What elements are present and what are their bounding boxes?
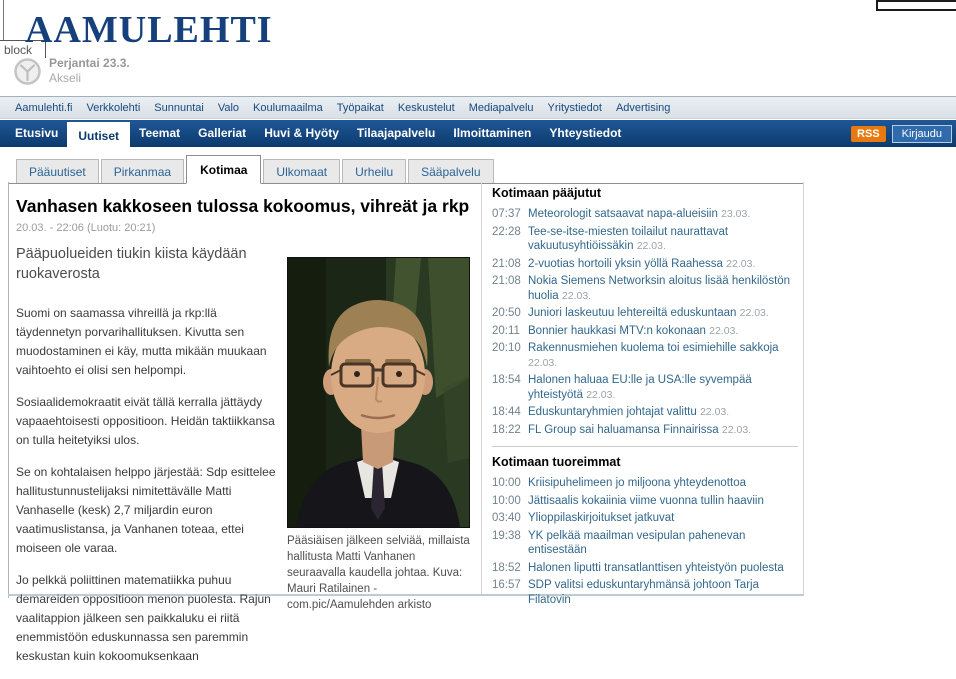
news-list-item [492, 511, 798, 526]
sidebar-divider [492, 446, 798, 447]
current-date: Perjantai 23.3. [49, 56, 130, 70]
news-list-item [492, 225, 798, 254]
news-list-item [492, 341, 798, 370]
content-right-border [803, 182, 804, 594]
news-date: 22.03. [721, 423, 752, 436]
news-list-item [492, 306, 798, 321]
news-time: 21:08 [492, 275, 521, 287]
news-link[interactable]: Meteorologit satsaavat napa-alueisiin [528, 208, 718, 220]
date-block [13, 56, 130, 86]
utility-nav-link[interactable]: Työpaikat [336, 101, 384, 114]
main-nav-item[interactable]: Etusivu [15, 126, 59, 140]
news-date: 22.03. [528, 356, 558, 369]
news-link[interactable]: 2-vuotias hortoili yksin yöllä Raahessa [528, 257, 723, 270]
news-list-item [492, 405, 798, 420]
news-time: 21:08 [492, 257, 521, 270]
article-lead: Pääpuolueiden tiukin kiista käydään ruokaverosta [16, 246, 247, 282]
latest-news-list [492, 476, 798, 607]
login-button[interactable]: Kirjaudu [892, 125, 952, 143]
photo-caption: Pääsiäisen jälkeen selviää, millaista hallitusta Matti Vanhanen seuraavalla kaudella johtaa. Kuva: Mauri Ratilainen - com.pic/Aamulehden arkisto [287, 535, 470, 612]
news-link[interactable]: Halonen haluaa EU:lle ja USA:lle syvempää yhteistyötä [528, 374, 752, 401]
news-time: 18:22 [492, 423, 521, 436]
article-headline: Vanhasen kakkoseen tulossa kokoomus, vihreät ja rkp [16, 196, 470, 216]
name-day: Akseli [49, 71, 82, 85]
content-left-border [8, 182, 9, 598]
main-nav-item[interactable]: Yhteystiedot [549, 126, 622, 140]
article-body [16, 304, 284, 666]
news-date: 22.03. [636, 240, 666, 252]
news-time: 07:37 [492, 208, 521, 220]
news-time: 03:40 [492, 512, 521, 524]
news-date: 22.03. [561, 289, 592, 302]
news-time: 20:11 [492, 324, 520, 337]
block-artifact-label: block [0, 40, 46, 58]
utility-nav-link[interactable]: Aamulehti.fi [15, 101, 73, 114]
sidebar [492, 186, 798, 610]
news-link[interactable]: Halonen liputti transatlanttisen yhteistyön puolesta [528, 561, 784, 574]
utility-nav [0, 96, 956, 119]
news-link[interactable]: Kriisipuhelimeen jo miljoona yhteydenottoa [528, 477, 746, 489]
news-list-item [492, 561, 798, 576]
news-link[interactable]: YK pelkää maailman vesipulan pahenevan entisestään [528, 529, 746, 556]
news-date: 22.03. [699, 406, 730, 418]
utility-nav-link[interactable]: Mediapalvelu [468, 101, 534, 114]
section-tab[interactable]: Pääuutiset [16, 159, 99, 183]
news-time: 16:57 [492, 579, 521, 591]
news-date: 22.03. [739, 307, 769, 319]
news-link[interactable]: Tee-se-itse-miesten toilailut naurattavat vakuutusyhtiöissäkin [528, 225, 729, 252]
section-tab[interactable]: Urheilu [342, 159, 406, 183]
news-time: 18:52 [492, 561, 521, 574]
news-date: 22.03. [726, 257, 756, 270]
main-nav-item[interactable]: Ilmoittaminen [453, 126, 532, 140]
news-time: 22:28 [492, 225, 521, 238]
stray-vertical-line [3, 0, 4, 42]
news-link[interactable]: Ylioppilaskirjoitukset jatkuvat [528, 512, 675, 524]
utility-nav-link[interactable]: Yritystiedot [547, 101, 602, 114]
news-link[interactable]: Nokia Siemens Networksin aloitus lisää henkilöstön huolia [528, 275, 791, 302]
news-time: 20:50 [492, 307, 521, 319]
news-link[interactable]: Juniori laskeutuu lehtereiltä eduskuntaan [528, 307, 737, 319]
news-list-item [492, 494, 798, 509]
clock-icon [13, 57, 42, 86]
column-divider [481, 182, 482, 594]
news-link[interactable]: Eduskuntaryhmien johtajat valittu [528, 406, 697, 418]
utility-nav-link[interactable]: Sunnuntai [154, 101, 204, 114]
news-list-item [492, 324, 798, 339]
news-date: 23.03. [721, 208, 751, 220]
news-time: 18:54 [492, 374, 521, 386]
section-tab[interactable]: Pirkanmaa [101, 159, 184, 183]
section-tab[interactable]: Kotimaa [186, 155, 261, 184]
utility-nav-link[interactable]: Keskustelut [397, 101, 455, 114]
article-paragraph: Jo pelkkä poliittinen matematiikka puhuu demareiden oppositioon menon puolesta. Rajun vaalitappion jälkeen sen paikkaluku ei riitä enemmistöön eduskunnassa sen paremmin keskustan kuin kokoomuksenkaan [16, 573, 271, 664]
news-time: 10:00 [492, 477, 521, 489]
news-time: 20:10 [492, 342, 521, 354]
news-list-item [492, 373, 798, 402]
empty-ad-placeholder [876, 0, 956, 11]
section-tabs [8, 155, 803, 184]
news-link[interactable]: Rakennusmiehen kuolema toi esimiehille sakkoja [528, 342, 779, 354]
main-nav-right [851, 125, 956, 143]
news-list-item [492, 529, 798, 558]
article-paragraph: Suomi on saamassa vihreillä ja rkp:llä täydennetyn porvarihallituksen. Kivutta sen muodostaminen ei käy, mutta mikään muukaan vaihtoehto ei olisi sen helpompi. [16, 306, 267, 378]
article-photo-vanhanen [287, 257, 470, 528]
news-list-item [492, 423, 798, 438]
main-nav-items [6, 120, 630, 147]
main-nav-item[interactable]: Teemat [139, 126, 181, 140]
main-nav-item[interactable]: Uutiset [67, 122, 130, 151]
news-list-item [492, 274, 798, 303]
news-time: 18:44 [492, 406, 521, 418]
main-nav-item[interactable]: Tilaajapalvelu [356, 126, 436, 140]
article-paragraph: Se on kohtalaisen helppo järjestää: Sdp esittelee hallitustunnustelijaksi nimitettävälle Matti Vanhaselle (kesk) 2,7 miljardin euron vaatimuslistansa, ja Vanhanen toteaa, ettei moiseen ole varaa. [16, 465, 276, 556]
main-nav-item[interactable]: Galleriat [198, 126, 247, 140]
section-tab[interactable]: Sääpalvelu [408, 159, 493, 183]
utility-nav-link[interactable]: Verkkolehti [86, 101, 141, 114]
main-nav-item[interactable]: Huvi & Hyöty [264, 126, 339, 140]
news-time: 10:00 [492, 494, 521, 507]
sidebar-section-title-latest: Kotimaan tuoreimmat [492, 455, 621, 469]
news-link[interactable]: Bonnier haukkasi MTV:n kokonaan [528, 324, 706, 337]
news-date: 22.03. [586, 388, 616, 401]
sidebar-section-title-top-news: Kotimaan pääjutut [492, 186, 602, 200]
utility-nav-link[interactable]: Valo [217, 101, 240, 114]
utility-nav-link[interactable]: Koulumaailma [253, 101, 323, 114]
news-list-item [492, 476, 798, 491]
news-list-item [492, 207, 798, 222]
section-tab[interactable]: Ulkomaat [263, 159, 340, 183]
rss-button[interactable]: RSS [851, 126, 886, 142]
news-link[interactable]: Jättisaalis kokaiinia viime vuonna tullin haaviin [528, 494, 764, 507]
top-news-list [492, 207, 798, 437]
article-paragraph: Sosiaalidemokraatit eivät tällä kerralla jättäydy vapaaehtoisesti oppositioon. Heidän taktiikkansa on tulla heitetyiksi ulos. [16, 395, 275, 448]
news-date: 22.03. [709, 324, 739, 337]
news-list-item [492, 257, 798, 272]
news-link[interactable]: FL Group sai haluamansa Finnairissa [528, 423, 719, 436]
main-nav [0, 120, 956, 147]
news-list-item [492, 578, 798, 607]
utility-nav-link[interactable]: Advertising [615, 101, 671, 114]
site-logo: AAMULEHTI [25, 9, 273, 51]
article-timestamp: 20.03. - 22:06 (Luotu: 20:21) [16, 222, 156, 235]
news-link[interactable]: SDP valitsi eduskuntaryhmänsä johtoon Tarja Filatovin [528, 579, 759, 606]
news-time: 19:38 [492, 529, 521, 542]
